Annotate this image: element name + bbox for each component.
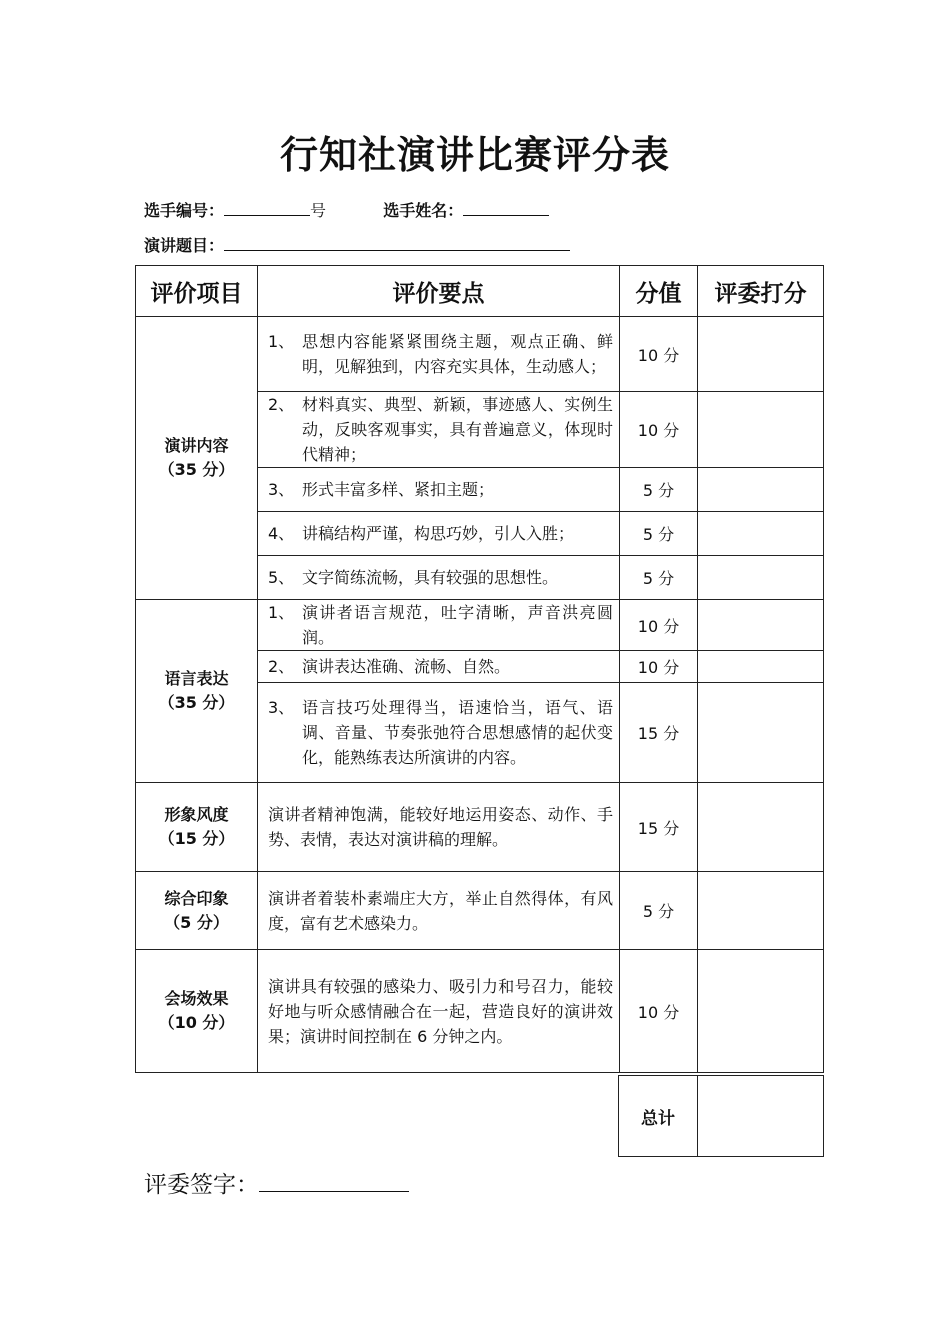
category-name: 形象风度 xyxy=(164,805,229,824)
max-score: 15 分 xyxy=(620,683,698,783)
page-title: 行知社演讲比赛评分表 xyxy=(279,132,670,177)
criterion-cell xyxy=(258,783,620,872)
criterion-cell xyxy=(258,317,620,392)
judge-score-cell[interactable] xyxy=(698,600,824,651)
category-cell xyxy=(136,950,258,1073)
judge-score-cell[interactable] xyxy=(698,651,824,683)
judge-score-cell[interactable] xyxy=(698,783,824,872)
criterion-text: 演讲者着装朴素端庄大方，举止自然得体，有风度，富有艺术感染力。 xyxy=(268,888,613,933)
judge-score-cell[interactable] xyxy=(698,872,824,950)
header-category: 评价项目 xyxy=(136,266,258,317)
scoring-table xyxy=(135,265,824,1073)
criterion-text: 演讲者精神饱满，能较好地运用姿态、动作、手势、表情，表达对演讲稿的理解。 xyxy=(268,805,613,849)
category-points: （35 分） xyxy=(158,693,235,712)
criterion-text: 演讲具有较强的感染力、吸引力和号召力，能较好地与听众感情融合在一起，营造良好的演讲效果；演讲时间控制在 6 分钟之内。 xyxy=(268,976,613,1046)
table-row xyxy=(136,783,824,872)
contestant-info-row xyxy=(144,198,549,221)
max-score: 5 分 xyxy=(620,872,698,950)
criterion-number: 2、 xyxy=(268,395,295,414)
criterion-text: 演讲者语言规范，吐字清晰，声音洪亮圆润。 xyxy=(302,603,613,647)
topic-row xyxy=(144,233,570,256)
judge-score-cell[interactable] xyxy=(698,683,824,783)
max-score: 10 分 xyxy=(620,651,698,683)
category-name: 会场效果 xyxy=(164,989,229,1008)
criterion-text: 材料真实、典型、新颖，事迹感人、实例生动，反映客观事实，具有普遍意义，体现时代精神； xyxy=(302,395,613,464)
criterion-cell xyxy=(258,651,620,683)
judge-score-cell[interactable] xyxy=(698,468,824,512)
category-cell xyxy=(136,872,258,950)
max-score: 5 分 xyxy=(620,512,698,556)
judge-score-cell[interactable] xyxy=(698,512,824,556)
category-name: 演讲内容 xyxy=(164,436,229,455)
criterion-cell xyxy=(258,600,620,651)
category-cell xyxy=(136,600,258,783)
judge-score-cell[interactable] xyxy=(698,317,824,392)
category-points: （10 分） xyxy=(158,1013,235,1032)
category-points: （35 分） xyxy=(158,460,235,479)
criterion-cell xyxy=(258,556,620,600)
judge-score-cell[interactable] xyxy=(698,950,824,1073)
table-row xyxy=(136,872,824,950)
criterion-cell xyxy=(258,512,620,556)
criterion-cell xyxy=(258,950,620,1073)
topic-field[interactable] xyxy=(224,235,570,251)
total-row xyxy=(619,1076,824,1157)
category-points: （5 分） xyxy=(164,912,229,932)
criterion-cell xyxy=(258,872,620,950)
table-row xyxy=(136,950,824,1073)
table-row xyxy=(136,600,824,651)
criterion-text: 讲稿结构严谨，构思巧妙，引人入胜； xyxy=(302,524,575,543)
contestant-no-suffix: 号 xyxy=(310,201,327,220)
signature-row xyxy=(144,1166,409,1199)
criterion-text: 形式丰富多样、紧扣主题； xyxy=(302,480,495,499)
criterion-text: 思想内容能紧紧围绕主题，观点正确、鲜明，见解独到，内容充实具体，生动感人； xyxy=(302,332,613,376)
judge-score-cell[interactable] xyxy=(698,556,824,600)
total-table xyxy=(618,1075,824,1157)
judge-score-cell[interactable] xyxy=(698,392,824,468)
criterion-cell xyxy=(258,683,620,783)
category-cell xyxy=(136,783,258,872)
criterion-number: 1、 xyxy=(268,332,295,351)
max-score: 10 分 xyxy=(620,600,698,651)
max-score: 5 分 xyxy=(620,468,698,512)
header-score: 分值 xyxy=(620,266,698,317)
max-score: 10 分 xyxy=(620,392,698,468)
total-label: 总计 xyxy=(619,1076,698,1157)
topic-label: 演讲题目： xyxy=(144,236,225,255)
criterion-cell xyxy=(258,468,620,512)
max-score: 15 分 xyxy=(620,783,698,872)
total-score-cell[interactable] xyxy=(698,1076,824,1157)
category-name: 综合印象 xyxy=(164,888,229,908)
contestant-name-field[interactable] xyxy=(463,200,549,216)
header-judge-score: 评委打分 xyxy=(698,266,824,317)
criterion-number: 2、 xyxy=(268,657,295,676)
header-points: 评价要点 xyxy=(258,266,620,317)
table-row xyxy=(136,317,824,392)
contestant-no-field[interactable] xyxy=(224,200,310,216)
category-points: （15 分） xyxy=(158,829,235,848)
criterion-text: 语言技巧处理得当，语速恰当，语气、语调、音量、节奏张弛符合思想感情的起伏变化，能熟练表达所演讲的内容。 xyxy=(302,698,613,767)
criterion-number: 3、 xyxy=(268,698,295,717)
criterion-number: 4、 xyxy=(268,524,295,543)
criterion-text: 演讲表达准确、流畅、自然。 xyxy=(302,657,511,676)
signature-label: 评委签字： xyxy=(144,1172,259,1198)
contestant-name-label: 选手姓名： xyxy=(383,201,464,220)
category-name: 语言表达 xyxy=(164,669,229,688)
criterion-number: 5、 xyxy=(268,568,295,587)
criterion-number: 1、 xyxy=(268,603,295,622)
category-cell xyxy=(136,317,258,600)
criterion-text: 文字简练流畅，具有较强的思想性。 xyxy=(302,568,559,587)
max-score: 5 分 xyxy=(620,556,698,600)
criterion-number: 3、 xyxy=(268,480,295,499)
signature-field[interactable] xyxy=(259,1171,409,1192)
max-score: 10 分 xyxy=(620,950,698,1073)
table-header-row xyxy=(136,266,824,317)
max-score: 10 分 xyxy=(620,317,698,392)
criterion-cell xyxy=(258,392,620,468)
contestant-no-label: 选手编号： xyxy=(144,201,225,220)
